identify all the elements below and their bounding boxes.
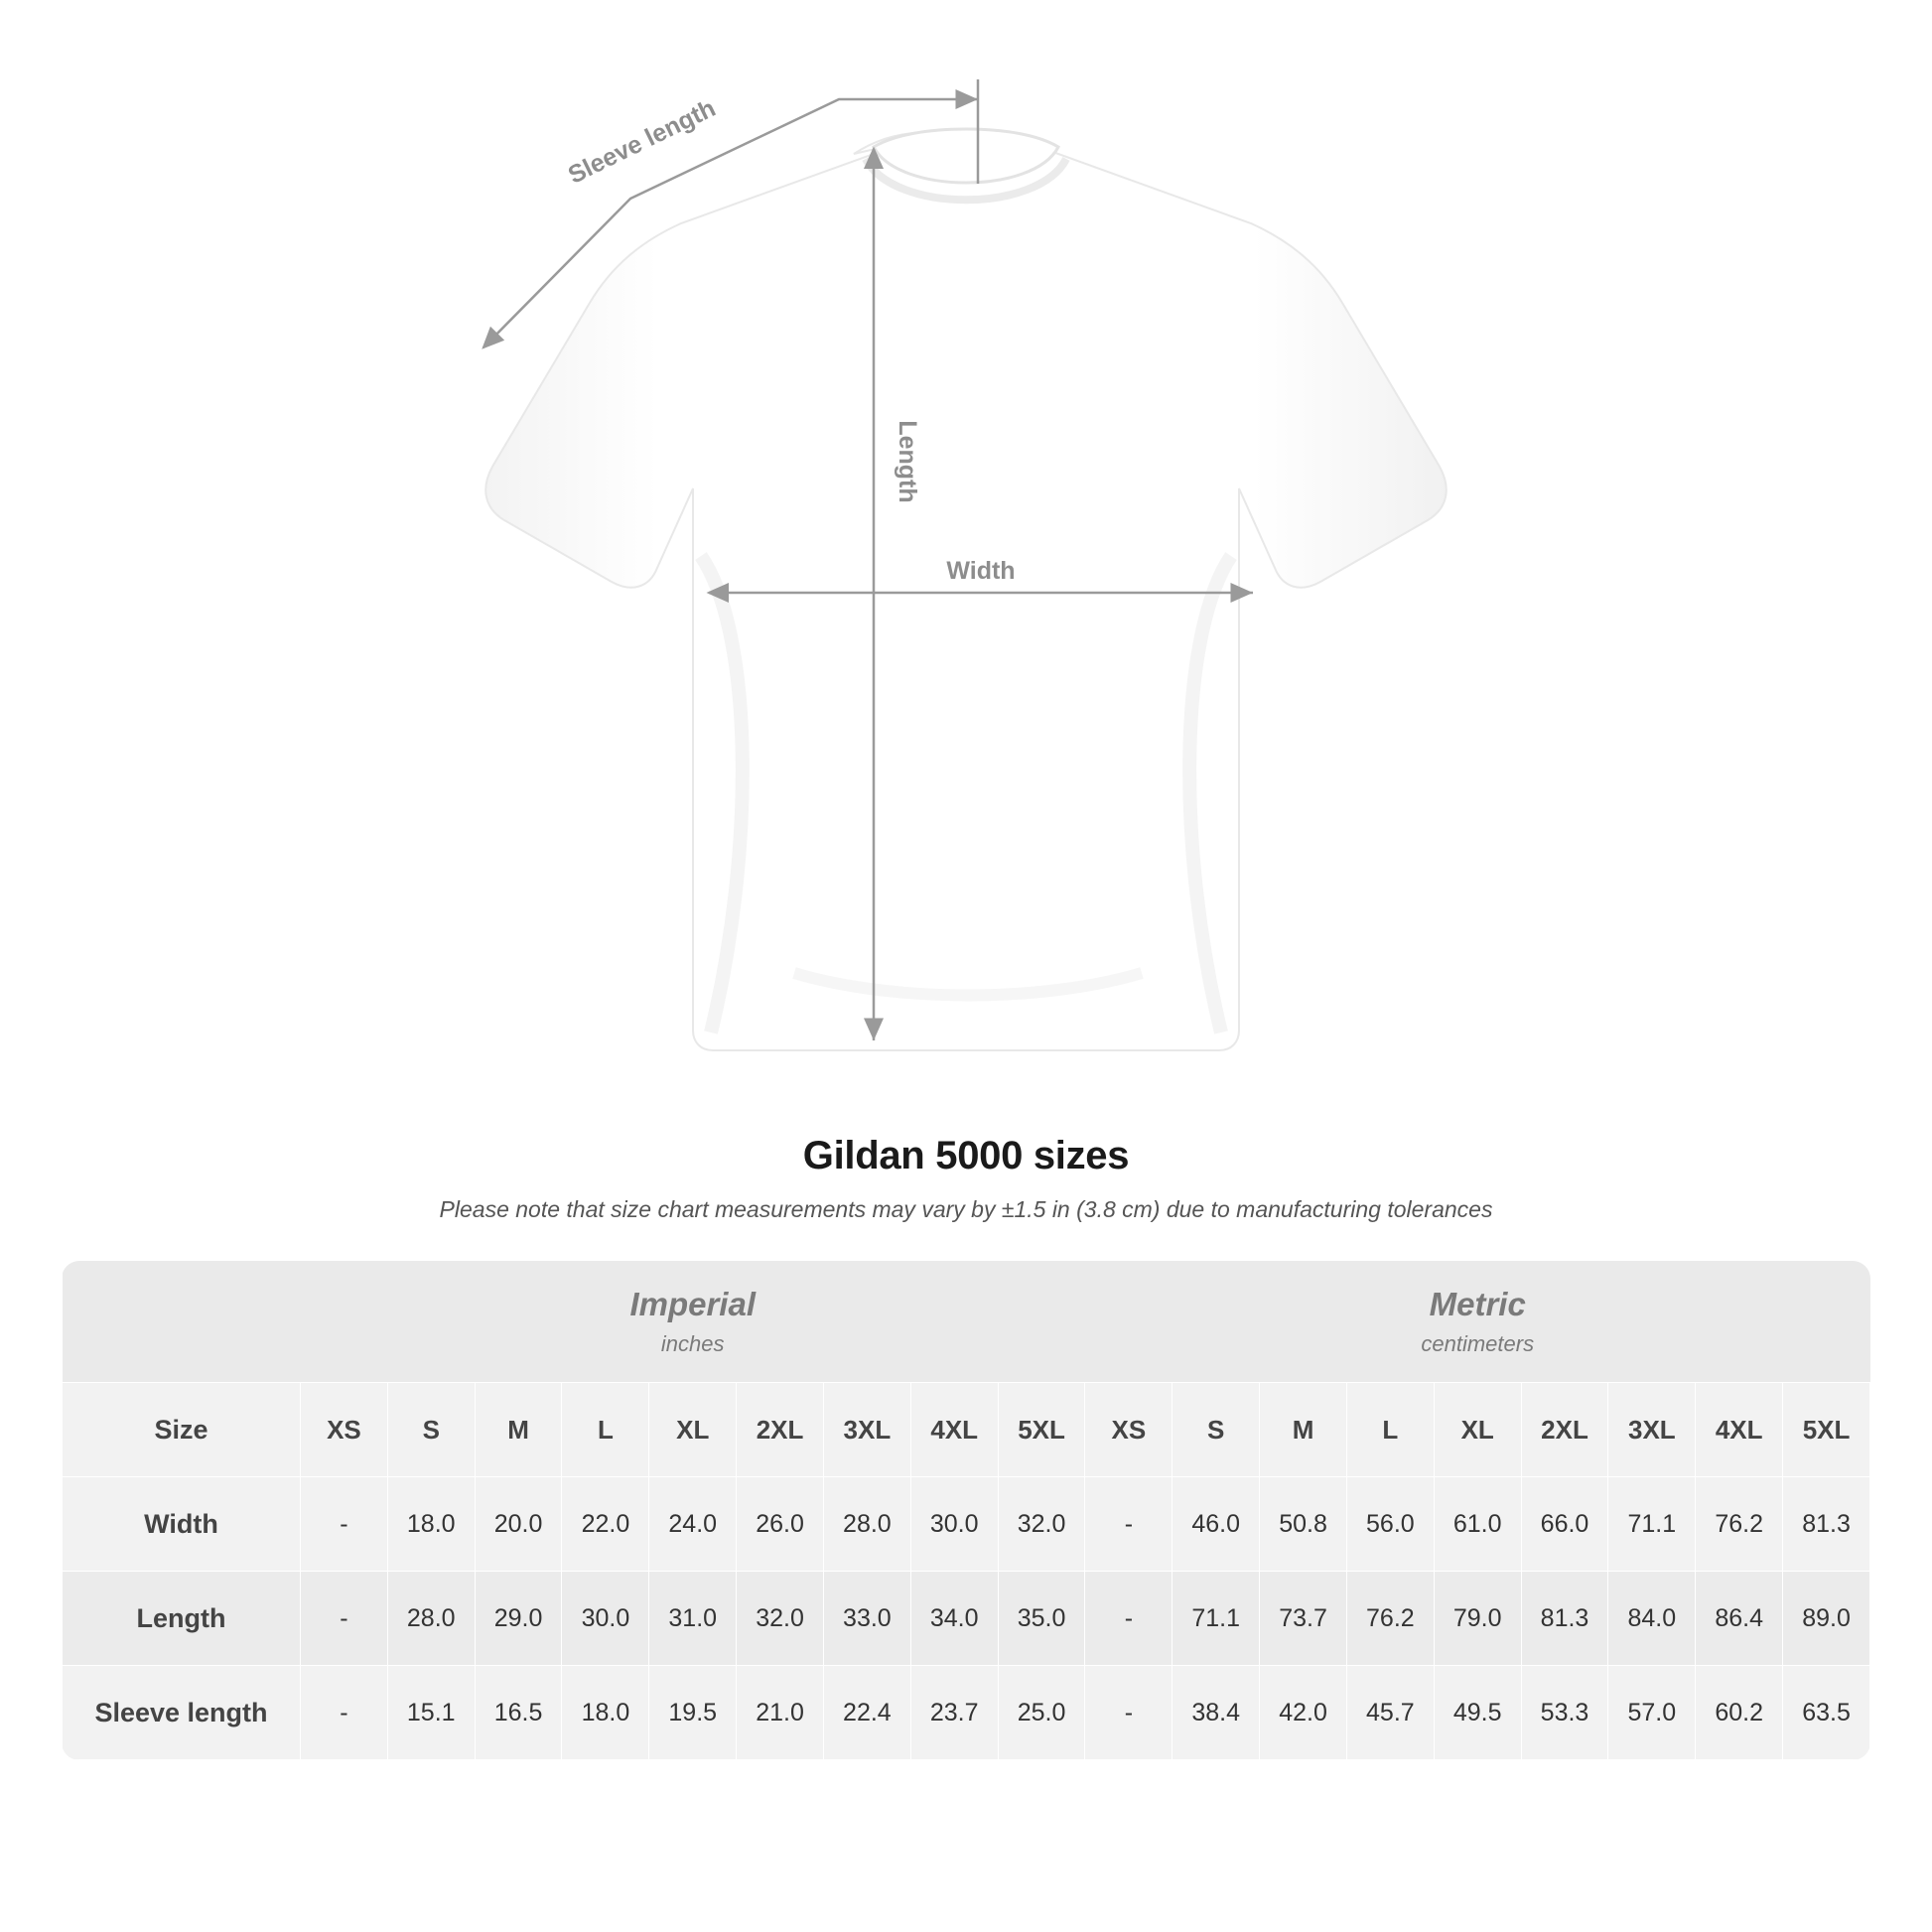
size-table-wrap <box>62 1261 1870 1760</box>
cell-metric: 46.0 <box>1173 1477 1260 1572</box>
unit-header-row <box>63 1261 1870 1383</box>
cell-imperial: 26.0 <box>737 1477 824 1572</box>
cell-metric: 71.1 <box>1173 1572 1260 1666</box>
size-header-cell: XL <box>649 1383 737 1477</box>
cell-imperial: - <box>301 1572 388 1666</box>
size-header-cell: M <box>1260 1383 1347 1477</box>
row-label: Sleeve length <box>63 1666 301 1760</box>
size-header-cell: S <box>1173 1383 1260 1477</box>
size-header-cell: 5XL <box>998 1383 1085 1477</box>
cell-metric: 81.3 <box>1783 1477 1870 1572</box>
size-header-cell: 2XL <box>1521 1383 1608 1477</box>
size-header-cell: XL <box>1434 1383 1521 1477</box>
cell-metric: 89.0 <box>1783 1572 1870 1666</box>
cell-imperial: 28.0 <box>387 1572 475 1666</box>
cell-metric: 76.2 <box>1696 1477 1783 1572</box>
cell-imperial: 22.4 <box>823 1666 910 1760</box>
table-row <box>63 1572 1870 1666</box>
size-header-cell: L <box>1346 1383 1434 1477</box>
size-table <box>62 1261 1870 1760</box>
cell-imperial: 28.0 <box>823 1477 910 1572</box>
cell-imperial: 24.0 <box>649 1477 737 1572</box>
cell-metric: 86.4 <box>1696 1572 1783 1666</box>
cell-metric: 42.0 <box>1260 1666 1347 1760</box>
cell-metric: 56.0 <box>1346 1477 1434 1572</box>
cell-metric: 76.2 <box>1346 1572 1434 1666</box>
unit-header-spacer <box>63 1261 301 1383</box>
cell-metric: 79.0 <box>1434 1572 1521 1666</box>
size-header-cell: 5XL <box>1783 1383 1870 1477</box>
unit-subtitle: centimeters <box>1421 1331 1535 1356</box>
cell-imperial: 35.0 <box>998 1572 1085 1666</box>
row-label: Width <box>63 1477 301 1572</box>
cell-metric: - <box>1085 1666 1173 1760</box>
cell-metric: - <box>1085 1477 1173 1572</box>
cell-metric: - <box>1085 1572 1173 1666</box>
unit-header-metric <box>1085 1261 1870 1383</box>
cell-imperial: 30.0 <box>562 1572 649 1666</box>
size-header-cell: S <box>387 1383 475 1477</box>
cell-imperial: - <box>301 1666 388 1760</box>
size-header-cell: XS <box>1085 1383 1173 1477</box>
size-header-cell: XS <box>301 1383 388 1477</box>
cell-metric: 60.2 <box>1696 1666 1783 1760</box>
cell-metric: 73.7 <box>1260 1572 1347 1666</box>
cell-imperial: 18.0 <box>562 1666 649 1760</box>
size-header-cell: 3XL <box>823 1383 910 1477</box>
cell-imperial: 20.0 <box>475 1477 562 1572</box>
size-header-cell: 3XL <box>1608 1383 1696 1477</box>
cell-imperial: 15.1 <box>387 1666 475 1760</box>
size-header-cell: 4XL <box>910 1383 998 1477</box>
unit-subtitle: inches <box>660 1331 725 1356</box>
unit-header-imperial <box>301 1261 1085 1383</box>
cell-imperial: 32.0 <box>737 1572 824 1666</box>
cell-imperial: 25.0 <box>998 1666 1085 1760</box>
tshirt-shape <box>485 129 1447 1050</box>
cell-imperial: 33.0 <box>823 1572 910 1666</box>
cell-metric: 50.8 <box>1260 1477 1347 1572</box>
cell-metric: 38.4 <box>1173 1666 1260 1760</box>
size-header-cell: L <box>562 1383 649 1477</box>
chart-title: Gildan 5000 sizes <box>802 1134 1130 1177</box>
cell-imperial: - <box>301 1477 388 1572</box>
sleeve-length-label: Sleeve length <box>563 93 721 190</box>
size-header-row <box>63 1383 1870 1477</box>
cell-metric: 81.3 <box>1521 1572 1608 1666</box>
cell-imperial: 32.0 <box>998 1477 1085 1572</box>
length-label: Length <box>894 420 921 503</box>
cell-imperial: 23.7 <box>910 1666 998 1760</box>
size-header-label: Size <box>63 1383 301 1477</box>
tolerance-note: Please note that size chart measurements may vary by ±1.5 in (3.8 cm) due to manufacturing tolerances <box>439 1196 1493 1222</box>
size-header-cell: 4XL <box>1696 1383 1783 1477</box>
cell-imperial: 29.0 <box>475 1572 562 1666</box>
cell-metric: 53.3 <box>1521 1666 1608 1760</box>
cell-metric: 71.1 <box>1608 1477 1696 1572</box>
cell-imperial: 16.5 <box>475 1666 562 1760</box>
unit-name: Metric <box>1429 1286 1526 1322</box>
cell-imperial: 34.0 <box>910 1572 998 1666</box>
cell-imperial: 19.5 <box>649 1666 737 1760</box>
row-label: Length <box>63 1572 301 1666</box>
cell-imperial: 22.0 <box>562 1477 649 1572</box>
cell-imperial: 31.0 <box>649 1572 737 1666</box>
unit-name: Imperial <box>629 1286 756 1322</box>
title-block <box>0 1134 1932 1223</box>
cell-metric: 45.7 <box>1346 1666 1434 1760</box>
cell-imperial: 21.0 <box>737 1666 824 1760</box>
size-header-cell: 2XL <box>737 1383 824 1477</box>
cell-imperial: 30.0 <box>910 1477 998 1572</box>
cell-metric: 66.0 <box>1521 1477 1608 1572</box>
width-label: Width <box>946 557 1016 585</box>
cell-metric: 84.0 <box>1608 1572 1696 1666</box>
cell-metric: 49.5 <box>1434 1666 1521 1760</box>
size-header-cell: M <box>475 1383 562 1477</box>
table-row <box>63 1666 1870 1760</box>
cell-metric: 61.0 <box>1434 1477 1521 1572</box>
cell-imperial: 18.0 <box>387 1477 475 1572</box>
table-row <box>63 1477 1870 1572</box>
cell-metric: 63.5 <box>1783 1666 1870 1760</box>
cell-metric: 57.0 <box>1608 1666 1696 1760</box>
